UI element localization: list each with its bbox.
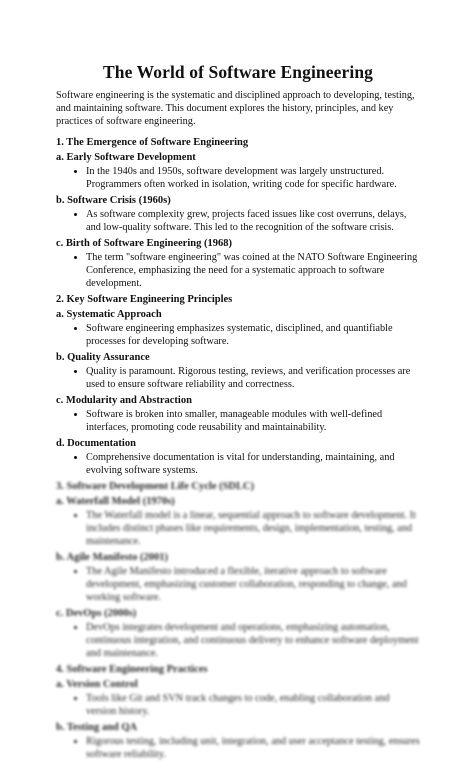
subsection-heading: c. DevOps (2000s) [56,608,137,619]
section-2 [56,293,420,477]
section-heading: 3. Software Development Life Cycle (SDLC) [56,481,255,492]
bullet-item: • Quality is paramount. Rigorous testing, reviews, and verification processes are used to ensure software reliability and correctness. [86,365,420,391]
bullet-item: • The term "software engineering" was coined at the NATO Software Engineering Conference, emphasizing the need for a systematic approach to software development. [86,251,420,290]
bullet-list [56,451,420,477]
bullet-list [56,165,420,191]
bullet-item: • The Agile Manifesto introduced a flexible, iterative approach to software development, emphasizing customer collaboration, responding to change, and working software. [86,565,420,604]
subsection-heading: d. Documentation [56,438,136,449]
subsection-heading: a. Early Software Development [56,152,196,163]
section-heading: 1. The Emergence of Software Engineering [56,137,249,148]
bullet-list [56,735,420,761]
bullet-item: • Software is broken into smaller, manageable modules with well-defined interfaces, promoting code reusability and maintainability. [86,408,420,434]
bullet-list [56,251,420,290]
bullet-list [56,692,420,718]
section-heading: 4. Software Engineering Practices [56,664,208,675]
bullet-list [56,621,420,660]
subsection-heading: c. Birth of Software Engineering (1968) [56,238,232,249]
section-1 [56,136,420,290]
bullet-list [56,365,420,391]
bullet-item: • Software engineering emphasizes systematic, disciplined, and quantifiable processes for developing software. [86,322,420,348]
bullet-item: • Comprehensive documentation is vital for understanding, maintaining, and evolving software systems. [86,451,420,477]
bullet-list [56,509,420,548]
intro-paragraph: Software engineering is the systematic and disciplined approach to developing, testing, and maintaining software. This document explores the history, principles, and key practices of software engineering. [56,90,415,127]
subsection-heading: b. Testing and QA [56,722,138,733]
bullet-item: • DevOps integrates development and operations, emphasizing automation, continuous integration, and continuous delivery to enhance software deployment and maintenance. [86,621,420,660]
document-title: The World of Software Engineering [102,62,374,82]
subsection-heading: b. Agile Manifesto (2001) [56,552,168,563]
bullet-list [56,408,420,434]
subsection-heading: c. Modularity and Abstraction [56,395,192,406]
section-heading: 2. Key Software Engineering Principles [56,294,233,305]
subsection-heading: b. Quality Assurance [56,352,150,363]
subsection-heading: b. Software Crisis (1960s) [56,195,171,206]
subsection-heading: a. Version Control [56,679,138,690]
bullet-list [56,565,420,604]
bullet-item: • The Waterfall model is a linear, sequential approach to software development. It includes distinct phases like requirements, design, implementation, testing, and maintenance. [86,509,420,548]
bullet-list [56,322,420,348]
subsection-heading: a. Systematic Approach [56,309,162,320]
bullet-list [56,208,420,234]
bullet-item: • As software complexity grew, projects faced issues like cost overruns, delays, and low-quality software. This led to the recognition of the software crisis. [86,208,420,234]
bullet-item: • In the 1940s and 1950s, software development was largely unstructured. Programmers often worked in isolation, writing code for specific hardware. [86,165,420,191]
section-3-blurred-preview [56,480,420,761]
subsection-heading: a. Waterfall Model (1970s) [56,496,175,507]
bullet-item: • Rigorous testing, including unit, integration, and user acceptance testing, ensures software reliability. [86,735,420,761]
bullet-item: • Tools like Git and SVN track changes to code, enabling collaboration and version history. [86,692,420,718]
